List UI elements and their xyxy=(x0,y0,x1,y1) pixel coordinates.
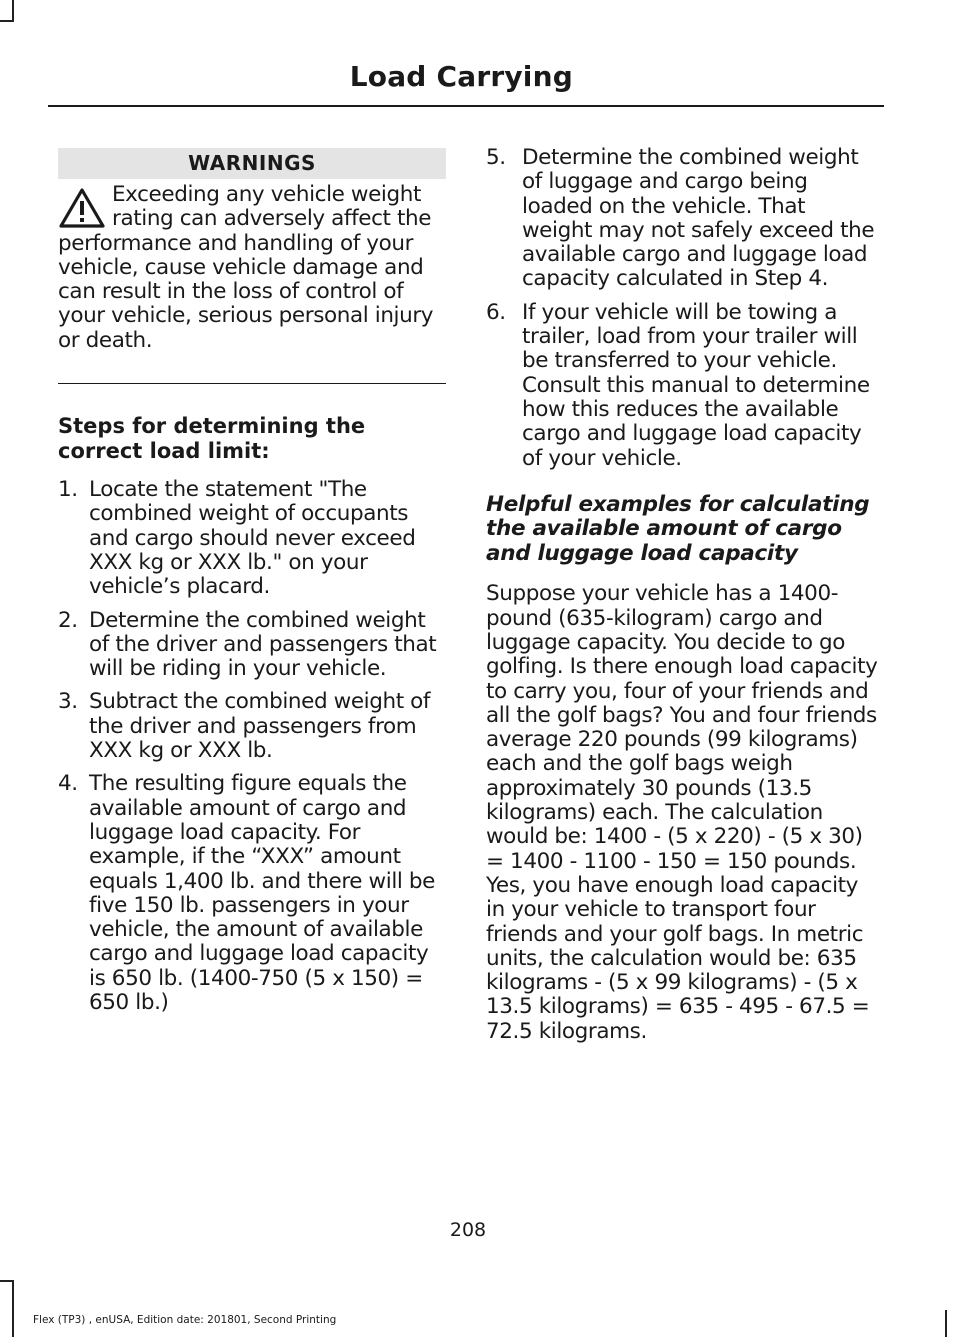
left-column xyxy=(58,148,446,1024)
step-text: Determine the combined weight of luggage and cargo being loaded on the vehicle. That weight may not safely exceed the available cargo and luggage load capacity calculated in Step 4. xyxy=(522,145,875,292)
steps-list-left xyxy=(58,478,446,1015)
crop-mark xyxy=(0,20,14,22)
examples-heading: Helpful examples for calculating the available amount of cargo and luggage load capacity xyxy=(486,491,870,566)
step-text: The resulting figure equals the available amount of cargo and luggage load capacity. For example, if the “XXX” amount equals 1,400 lb. and there will be five 150 lb. passengers in your vehicle, the amount of available cargo and luggage load capacity is 650 lb. (1400-750 (5 x 150) = 650 lb.) xyxy=(89,771,435,1016)
right-column xyxy=(486,146,880,1044)
crop-mark xyxy=(0,1280,14,1282)
list-item xyxy=(58,609,446,682)
steps-heading: Steps for determining the correct load limit: xyxy=(58,414,366,464)
list-item xyxy=(486,301,880,471)
list-item xyxy=(58,478,446,599)
step-number: 3. xyxy=(58,689,78,715)
warning-text: Exceeding any vehicle weight rating can adversely affect the performance and handling of your vehicle, cause vehicle damage and can result in the loss of control of your vehicle, serious personal injury or death. xyxy=(58,182,434,353)
example-paragraph: Suppose your vehicle has a 1400-pound (635-kilogram) cargo and luggage capacity. You decide to go golfing. Is there enough load capacity to carry you, four of your friends and all the golf bags? You and four friends average 220 pounds (99 kilograms) each and the golf bags weigh approximately 30 pounds (13.5 kilograms) each. The calculation would be: 1400 - (5 x 220) - (5 x 30) = 1400 - 1100 - 150 = 150 pounds. Yes, you have enough load capacity in your vehicle to transport four friends and your golf bags. In metric units, the calculation would be: 635 kilograms - (5 x 99 kilograms) - (5 x 13.5 kilograms) = 635 - 495 - 67.5 = 72.5 kilograms. xyxy=(486,581,878,1044)
list-item xyxy=(58,772,446,1015)
step-number: 6. xyxy=(486,299,506,325)
step-number: 5. xyxy=(486,145,506,170)
step-number: 1. xyxy=(58,477,78,503)
step-text: Subtract the combined weight of the driver and passengers from XXX kg or XXX lb. xyxy=(89,689,431,764)
step-text: Locate the statement "The combined weight of occupants and cargo should never exceed XXX kg or XXX lb." on your vehicle’s placard. xyxy=(89,477,416,600)
page-number: 208 xyxy=(449,1219,487,1241)
crop-mark xyxy=(12,1280,14,1337)
step-number: 2. xyxy=(58,607,78,633)
step-text: If your vehicle will be towing a trailer, load from your trailer will be transferred to your vehicle. Consult this manual to determine how this reduces the available cargo and luggage load capacity of your vehicle. xyxy=(522,299,870,471)
list-item xyxy=(486,146,880,292)
warning-triangle-icon xyxy=(58,187,106,229)
footer-edition: Flex (TP3) , enUSA, Edition date: 201801, Second Printing xyxy=(33,1314,337,1326)
warnings-heading: WARNINGS xyxy=(58,148,446,179)
list-item xyxy=(58,690,446,763)
step-text: Determine the combined weight of the driver and passengers that will be riding in your vehicle. xyxy=(89,607,437,682)
step-number: 4. xyxy=(58,771,78,797)
steps-list-right xyxy=(486,146,880,471)
crop-mark xyxy=(945,1310,947,1337)
warning-box xyxy=(58,183,446,353)
warning-rule xyxy=(58,383,446,384)
crop-mark xyxy=(12,0,14,22)
header-rule xyxy=(48,105,884,107)
page-title: Load Carrying xyxy=(349,60,573,93)
